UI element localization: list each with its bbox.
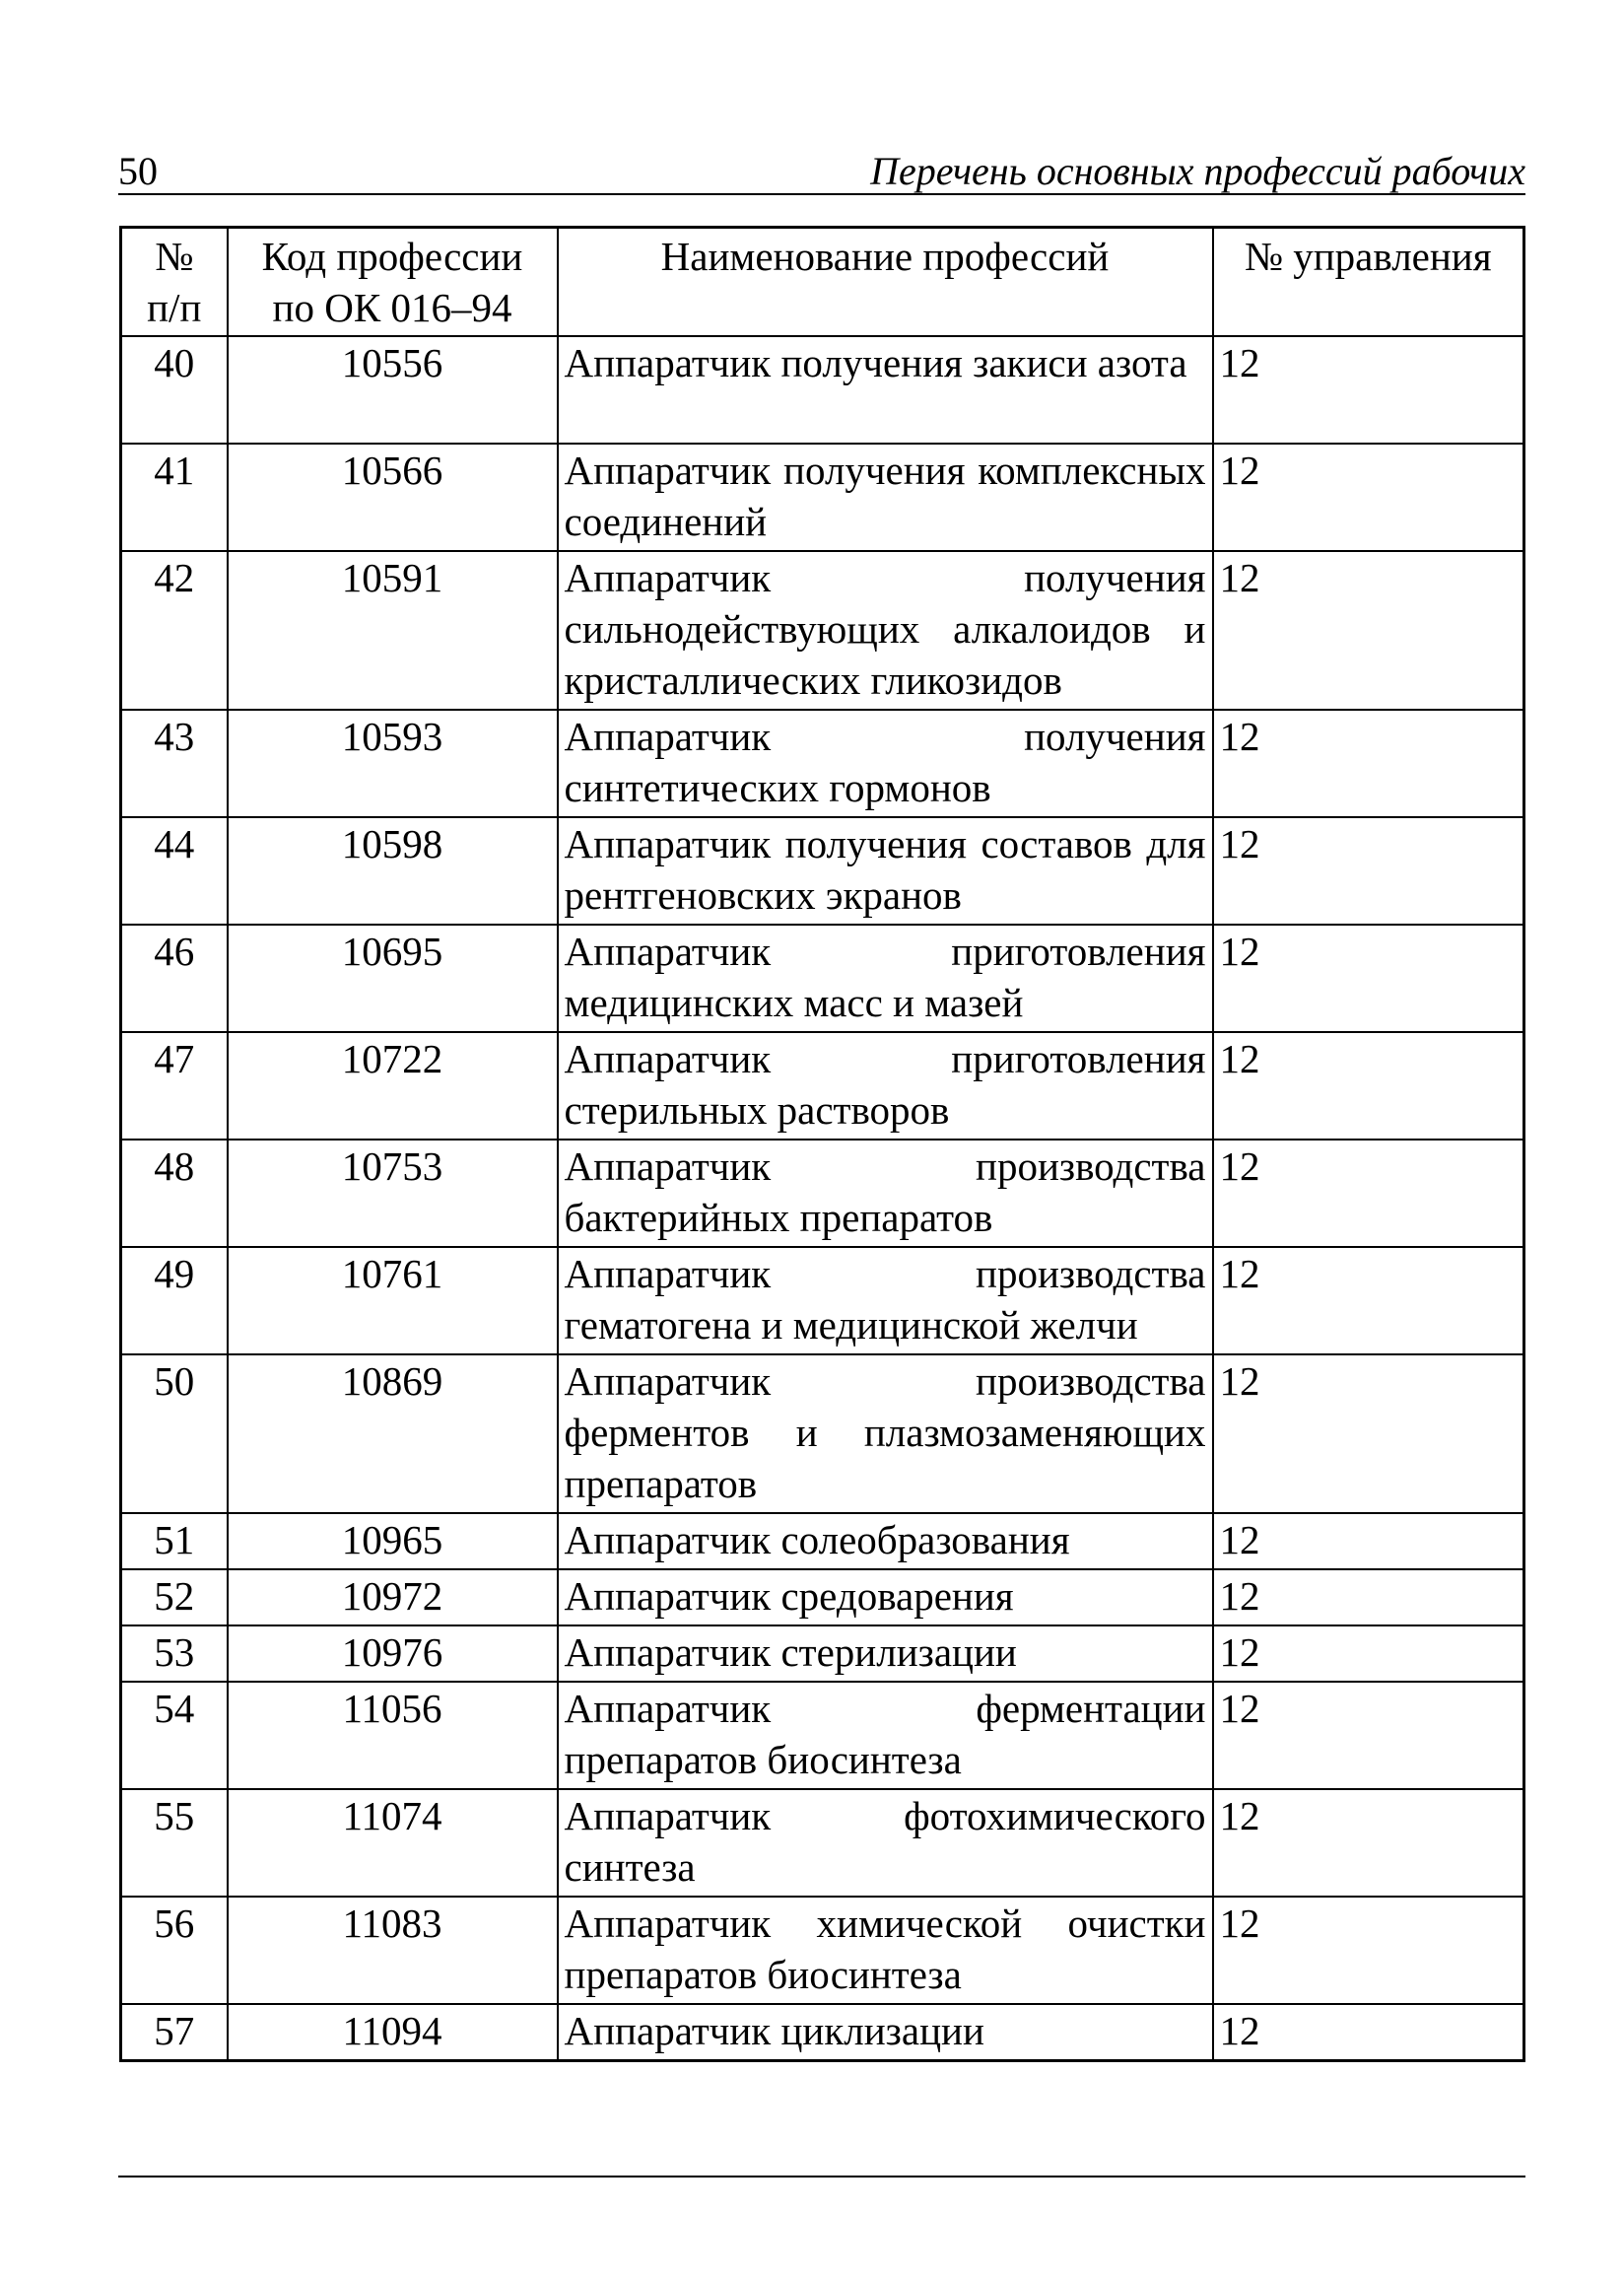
table-row [121,1682,1524,1789]
cell-name: Аппаратчик получения синтетических гормонов [558,710,1213,817]
cell-name: Аппаратчик циклизации [558,2004,1213,2060]
cell-num: 42 [121,551,228,710]
table-row [121,710,1524,817]
cell-dept: 12 [1213,1789,1524,1897]
cell-num: 56 [121,1897,228,2004]
professions-table [119,226,1525,2062]
table-row [121,1789,1524,1897]
cell-code: 10972 [228,1569,558,1625]
cell-name: Аппаратчик производства бактерийных препаратов [558,1140,1213,1247]
cell-code: 10556 [228,336,558,444]
cell-code: 10965 [228,1513,558,1569]
cell-num: 53 [121,1625,228,1682]
cell-name: Аппаратчик производства гематогена и медицинской желчи [558,1247,1213,1354]
cell-dept: 12 [1213,1032,1524,1140]
cell-name: Аппаратчик стерилизации [558,1625,1213,1682]
cell-num: 40 [121,336,228,444]
table-row [121,925,1524,1032]
cell-code: 10593 [228,710,558,817]
cell-code: 10598 [228,817,558,925]
cell-code: 10761 [228,1247,558,1354]
cell-num: 51 [121,1513,228,1569]
cell-code: 11083 [228,1897,558,2004]
cell-num: 46 [121,925,228,1032]
table-row [121,551,1524,710]
cell-name: Аппаратчик средоварения [558,1569,1213,1625]
cell-name: Аппаратчик приготовления стерильных растворов [558,1032,1213,1140]
cell-dept: 12 [1213,1513,1524,1569]
cell-name: Аппаратчик химической очистки препаратов биосинтеза [558,1897,1213,2004]
cell-code: 10566 [228,444,558,551]
cell-num: 49 [121,1247,228,1354]
column-header-num: № п/п [121,228,228,337]
cell-name: Аппаратчик получения закиси азота [558,336,1213,444]
cell-code: 10869 [228,1354,558,1513]
table-header-row [121,228,1524,337]
cell-dept: 12 [1213,1247,1524,1354]
cell-num: 55 [121,1789,228,1897]
page-header [118,146,1525,195]
column-header-dept: № управления [1213,228,1524,337]
cell-num: 54 [121,1682,228,1789]
table-row [121,1247,1524,1354]
cell-dept: 12 [1213,444,1524,551]
column-header-name: Наименование профессий [558,228,1213,337]
cell-dept: 12 [1213,1897,1524,2004]
cell-code: 10591 [228,551,558,710]
cell-dept: 12 [1213,1625,1524,1682]
bottom-rule [118,2176,1525,2177]
cell-num: 47 [121,1032,228,1140]
table-row [121,1354,1524,1513]
cell-dept: 12 [1213,2004,1524,2060]
cell-name: Аппаратчик получения комплексных соединений [558,444,1213,551]
cell-dept: 12 [1213,1140,1524,1247]
cell-dept: 12 [1213,1682,1524,1789]
cell-name: Аппаратчик ферментации препаратов биосинтеза [558,1682,1213,1789]
table-row [121,1032,1524,1140]
cell-dept: 12 [1213,1569,1524,1625]
table-row [121,1569,1524,1625]
cell-code: 10753 [228,1140,558,1247]
cell-dept: 12 [1213,817,1524,925]
cell-name: Аппаратчик фотохимического синтеза [558,1789,1213,1897]
table-body [121,336,1524,2060]
cell-name: Аппаратчик получения составов для рентгеновских экранов [558,817,1213,925]
cell-name: Аппаратчик производства ферментов и плазмозаменяющих препаратов [558,1354,1213,1513]
cell-name: Аппаратчик получения сильнодействующих алкалоидов и кристаллических гликозидов [558,551,1213,710]
table-row [121,1897,1524,2004]
cell-dept: 12 [1213,336,1524,444]
running-title: Перечень основных профессий рабочих [870,149,1525,193]
table-row [121,1140,1524,1247]
cell-num: 52 [121,1569,228,1625]
cell-num: 50 [121,1354,228,1513]
cell-num: 57 [121,2004,228,2060]
cell-code: 11094 [228,2004,558,2060]
table-row [121,2004,1524,2060]
cell-dept: 12 [1213,551,1524,710]
cell-code: 11056 [228,1682,558,1789]
table-row [121,444,1524,551]
page-number: 50 [118,149,158,193]
column-header-code: Код профессии по ОК 016–94 [228,228,558,337]
cell-num: 43 [121,710,228,817]
cell-dept: 12 [1213,710,1524,817]
cell-name: Аппаратчик солеобразования [558,1513,1213,1569]
table-row [121,817,1524,925]
cell-name: Аппаратчик приготовления медицинских масс и мазей [558,925,1213,1032]
table-row [121,336,1524,444]
cell-num: 41 [121,444,228,551]
cell-dept: 12 [1213,1354,1524,1513]
cell-num: 48 [121,1140,228,1247]
table-row [121,1513,1524,1569]
table-row [121,1625,1524,1682]
cell-code: 10976 [228,1625,558,1682]
cell-code: 11074 [228,1789,558,1897]
cell-dept: 12 [1213,925,1524,1032]
cell-code: 10695 [228,925,558,1032]
cell-num: 44 [121,817,228,925]
cell-code: 10722 [228,1032,558,1140]
